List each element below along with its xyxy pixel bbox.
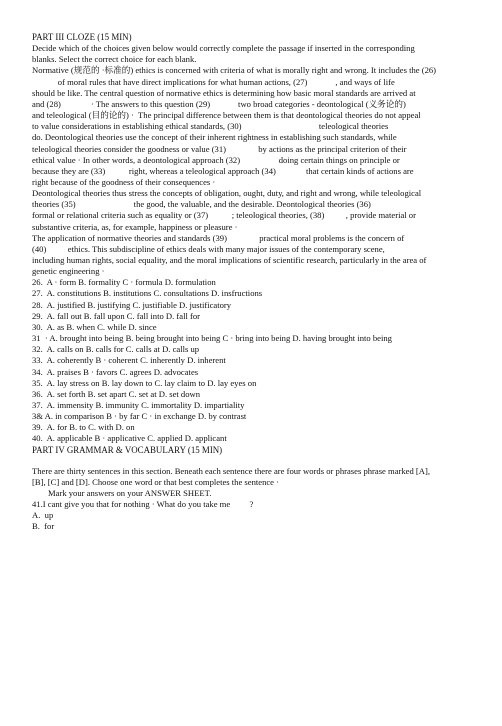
question-option-line: 3& A. in comparison B · by far C · in exchange D. by contrast: [32, 411, 247, 422]
question-option-line: 37. A. immensity B. immunity C. immortality D. impartiality: [32, 399, 245, 410]
answer-sheet-note: Mark your answers on your ANSWER SHEET.: [48, 488, 212, 498]
directions-line: [B], [C] and [D]. Choose one word or that best completes the sentence ·: [32, 476, 279, 487]
passage-line: right because of the goodness of their consequences ·: [32, 176, 216, 187]
passage-line: ethical value · In other words, a deontological approach (32) doing certain things on principle or: [32, 154, 400, 165]
question-option-line: 35. A. lay stress on B. lay down to C. lay claim to D. lay eyes on: [32, 377, 257, 388]
passage-line: and (28) · The answers to this question (29) two broad categories - deontological (义务论的): [32, 98, 406, 109]
section-heading: PART IV GRAMMAR & VOCABULARY (15 MIN): [32, 444, 223, 455]
passage-line: (40) ethics. This subdiscipline of ethics deals with many major issues of the contemporary scene,: [32, 243, 385, 254]
question-41: 41.I cant give you that for nothing · What do you take me ?: [32, 499, 254, 510]
passage-line: theories (35) the good, the valuable, and the desirable. Deontological theories (36): [32, 199, 371, 210]
passage-line: including human rights, social equality, and the moral implications of scientific research, particularly in the area of: [32, 255, 427, 265]
passage-line: The application of normative theories and standards (39) practical moral problems is the concern of: [32, 232, 405, 243]
directions-line: There are thirty sentences in this section. Beneath each sentence there are four words or phrases phrase marked [A],: [32, 465, 431, 476]
question-option-line: 27. A. constitutions B. institutions C. consultations D. insfructions: [32, 288, 263, 299]
passage-line: because they are (33) right, whereas a teleological approach (34) that certain kinds of actions are: [32, 165, 414, 176]
question-option-line: 29. A. fall out B. fall upon C. fall into D. fall for: [32, 310, 201, 321]
passage-line: of moral rules that have direct implications for what human actions, (27) , and ways of life: [32, 76, 395, 87]
passage-line: substantive criteria, as, for example, happiness or pleasure ·: [32, 221, 238, 232]
passage-line: Deontological theories thus stress the concepts of obligation, ought, duty, and right and wrong, while teleological: [32, 188, 422, 199]
question-option-line: 40. A. applicable B · applicative C. applied D. applicant: [32, 433, 227, 444]
question-option-line: 31 · A. brought into being B. being brought into being C · bring into being D. having brought into being: [32, 333, 392, 344]
passage-line: Normative (规范的 ·标准的) ethics is concerned with criteria of what is morally right and wrong. It includes the (26): [32, 65, 437, 76]
passage-line: do. Deontological theories use the concept of their inherent rightness in establishing such standards, while: [32, 132, 397, 143]
directions-line: Decide which of the choices given below would correctly complete the passage if inserted in the corresponding: [32, 43, 415, 54]
section-heading: PART III CLOZE (15 MIN): [32, 32, 132, 42]
passage-line: to value considerations in establishing ethical standards, (30) teleological theories: [32, 121, 389, 132]
question-option-line: 36. A. set forth B. set apart C. set at D. set down: [32, 388, 201, 399]
directions-line: blanks. Select the correct choice for each blank.: [32, 54, 197, 65]
answer-choice: B. for: [32, 521, 55, 532]
question-option-line: 33. A. coherently B · coherent C. inherently D. inherent: [32, 355, 226, 366]
question-option-line: 32. A. calls on B. calls for C. calls at D. calls up: [32, 344, 200, 355]
question-option-line: 34. A. praises B · favors C. agrees D. advocates: [32, 366, 199, 377]
question-option-line: 26. A · form B. formality C · formula D. formulation: [32, 277, 216, 288]
passage-line: teleological theories consider the goodness or value (31) by actions as the principal criterion of their: [32, 143, 407, 154]
passage-line: formal or relational criteria such as equality or (37) ; teleological theories, (38) , provide material or: [32, 210, 416, 221]
question-option-line: 30. A. as B. when C. while D. since: [32, 321, 157, 332]
passage-line: genetic engineering ·: [32, 266, 105, 277]
passage-line: should be like. The central question of normative ethics is determining how basic moral standards are arrived at: [32, 87, 416, 98]
answer-choice: A. up: [32, 510, 54, 521]
question-option-line: 28. A. justified B. justifying C. justifiable D. justificatory: [32, 299, 232, 310]
question-option-line: 39. A. for B. to C. with D. on: [32, 422, 135, 433]
passage-line: and teleological (目的论的) · The principal difference between them is that deontological theories do not appeal: [32, 110, 421, 121]
